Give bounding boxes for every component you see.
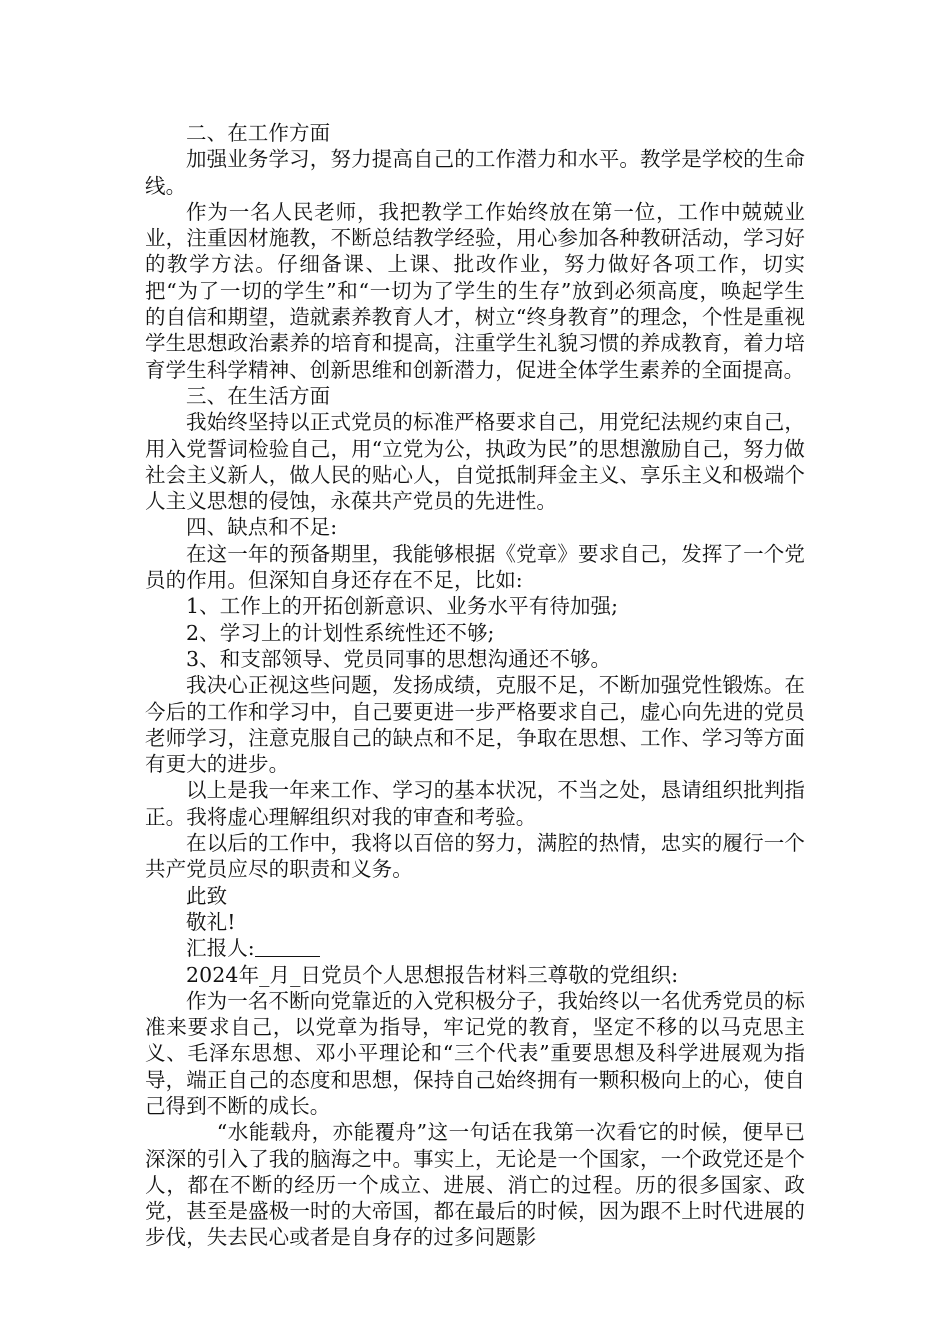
paragraph: 在以后的工作中，我将以百倍的努力，满腔的热情，忠实的履行一个共产党员应尽的职责和义务。 [145,831,805,882]
list-item: 3、和支部领导、党员同事的思想沟通还不够。 [186,646,612,671]
section-heading-life: 三、在生活方面 [186,383,331,408]
reporter-line [145,935,805,961]
section-heading-work: 二、在工作方面 [186,121,331,145]
date-and-next-report-heading: 2024年_月_日党员个人思想报告材料三尊敬的党组织: [186,962,679,987]
list-item: 2、学习上的计划性系统性还不够; [186,620,495,645]
document-body [145,120,805,1251]
paragraph: 加强业务学习，努力提高自己的工作潜力和水平。教学是学校的生命线。 [145,147,805,198]
list-item: 1、工作上的开拓创新意识、业务水平有待加强; [186,594,619,619]
closing-regards: 敬礼! [186,909,236,934]
paragraph: 以上是我一年来工作、学习的基本状况，不当之处，恳请组织批判指正。我将虚心理解组织对我的审查和考验。 [145,778,805,829]
closing-salutation: 此致 [186,883,228,908]
reporter-label: 汇报人: [186,936,255,961]
paragraph: 我始终坚持以正式党员的标准严格要求自己，用党纪法规约束自己，用入党誓词检验自己，用“立党为公，执政为民”的思想激励自己，努力做社会主义新人，做人民的贴心人，自觉抵制拜金主义、享乐主义和极端个人主义思想的侵蚀，永葆共产党员的先进性。 [145,410,805,514]
paragraph: “水能载舟，亦能覆舟”这一句话在我第一次看它的时候，便早已深深的引入了我的脑海之中。事实上，无论是一个国家，一个政党还是个人，都在不断的经历一个成立、进展、消亡的过程。历的很多国家、政党，甚至是盛极一时的大帝国，都在最后的时候，因为跟不上时代进展的步伐，失去民心或者是自身存的过多问题影 [145,1120,805,1250]
paragraph: 我决心正视这些问题，发扬成绩，克服不足，不断加强党性锻炼。在今后的工作和学习中，自己要更进一步严格要求自己，虚心向先进的党员老师学习，注意克服自己的缺点和不足，争取在思想、工作、学习等方面有更大的进步。 [145,673,805,777]
paragraph: 在这一年的预备期里，我能够根据《党章》要求自己，发挥了一个党员的作用。但深知自身还存在不足，比如: [145,541,805,593]
section-heading-shortcomings: 四、缺点和不足: [186,515,338,540]
signature-blank [255,936,321,958]
paragraph: 作为一名人民老师，我把教学工作始终放在第一位，工作中兢兢业业，注重因材施教，不断总结教学经验，用心参加各种教研活动，学习好的教学方法。仔细备课、上课、批改作业，努力做好各项工作，切实把“为了一切的学生”和“一切为了学生的生存”放到必须高度，唤起学生的自信和期望，造就素养教育人才，树立“终身教育”的理念，个性是重视学生思想政治素养的培育和提高，注重学生礼貌习惯的养成教育，着力培育学生科学精神、创新思维和创新潜力，促进全体学生素养的全面提高。 [145,199,805,382]
paragraph: 作为一名不断向党靠近的入党积极分子，我始终以一名优秀党员的标准来要求自己，以党章为指导，牢记党的教育，坚定不移的以马克思主义、毛泽东思想、邓小平理论和“三个代表”重要思想及科学进展观为指导，端正自己的态度和思想，保持自己始终拥有一颗积极向上的心，使自己得到不断的成长。 [145,988,805,1118]
